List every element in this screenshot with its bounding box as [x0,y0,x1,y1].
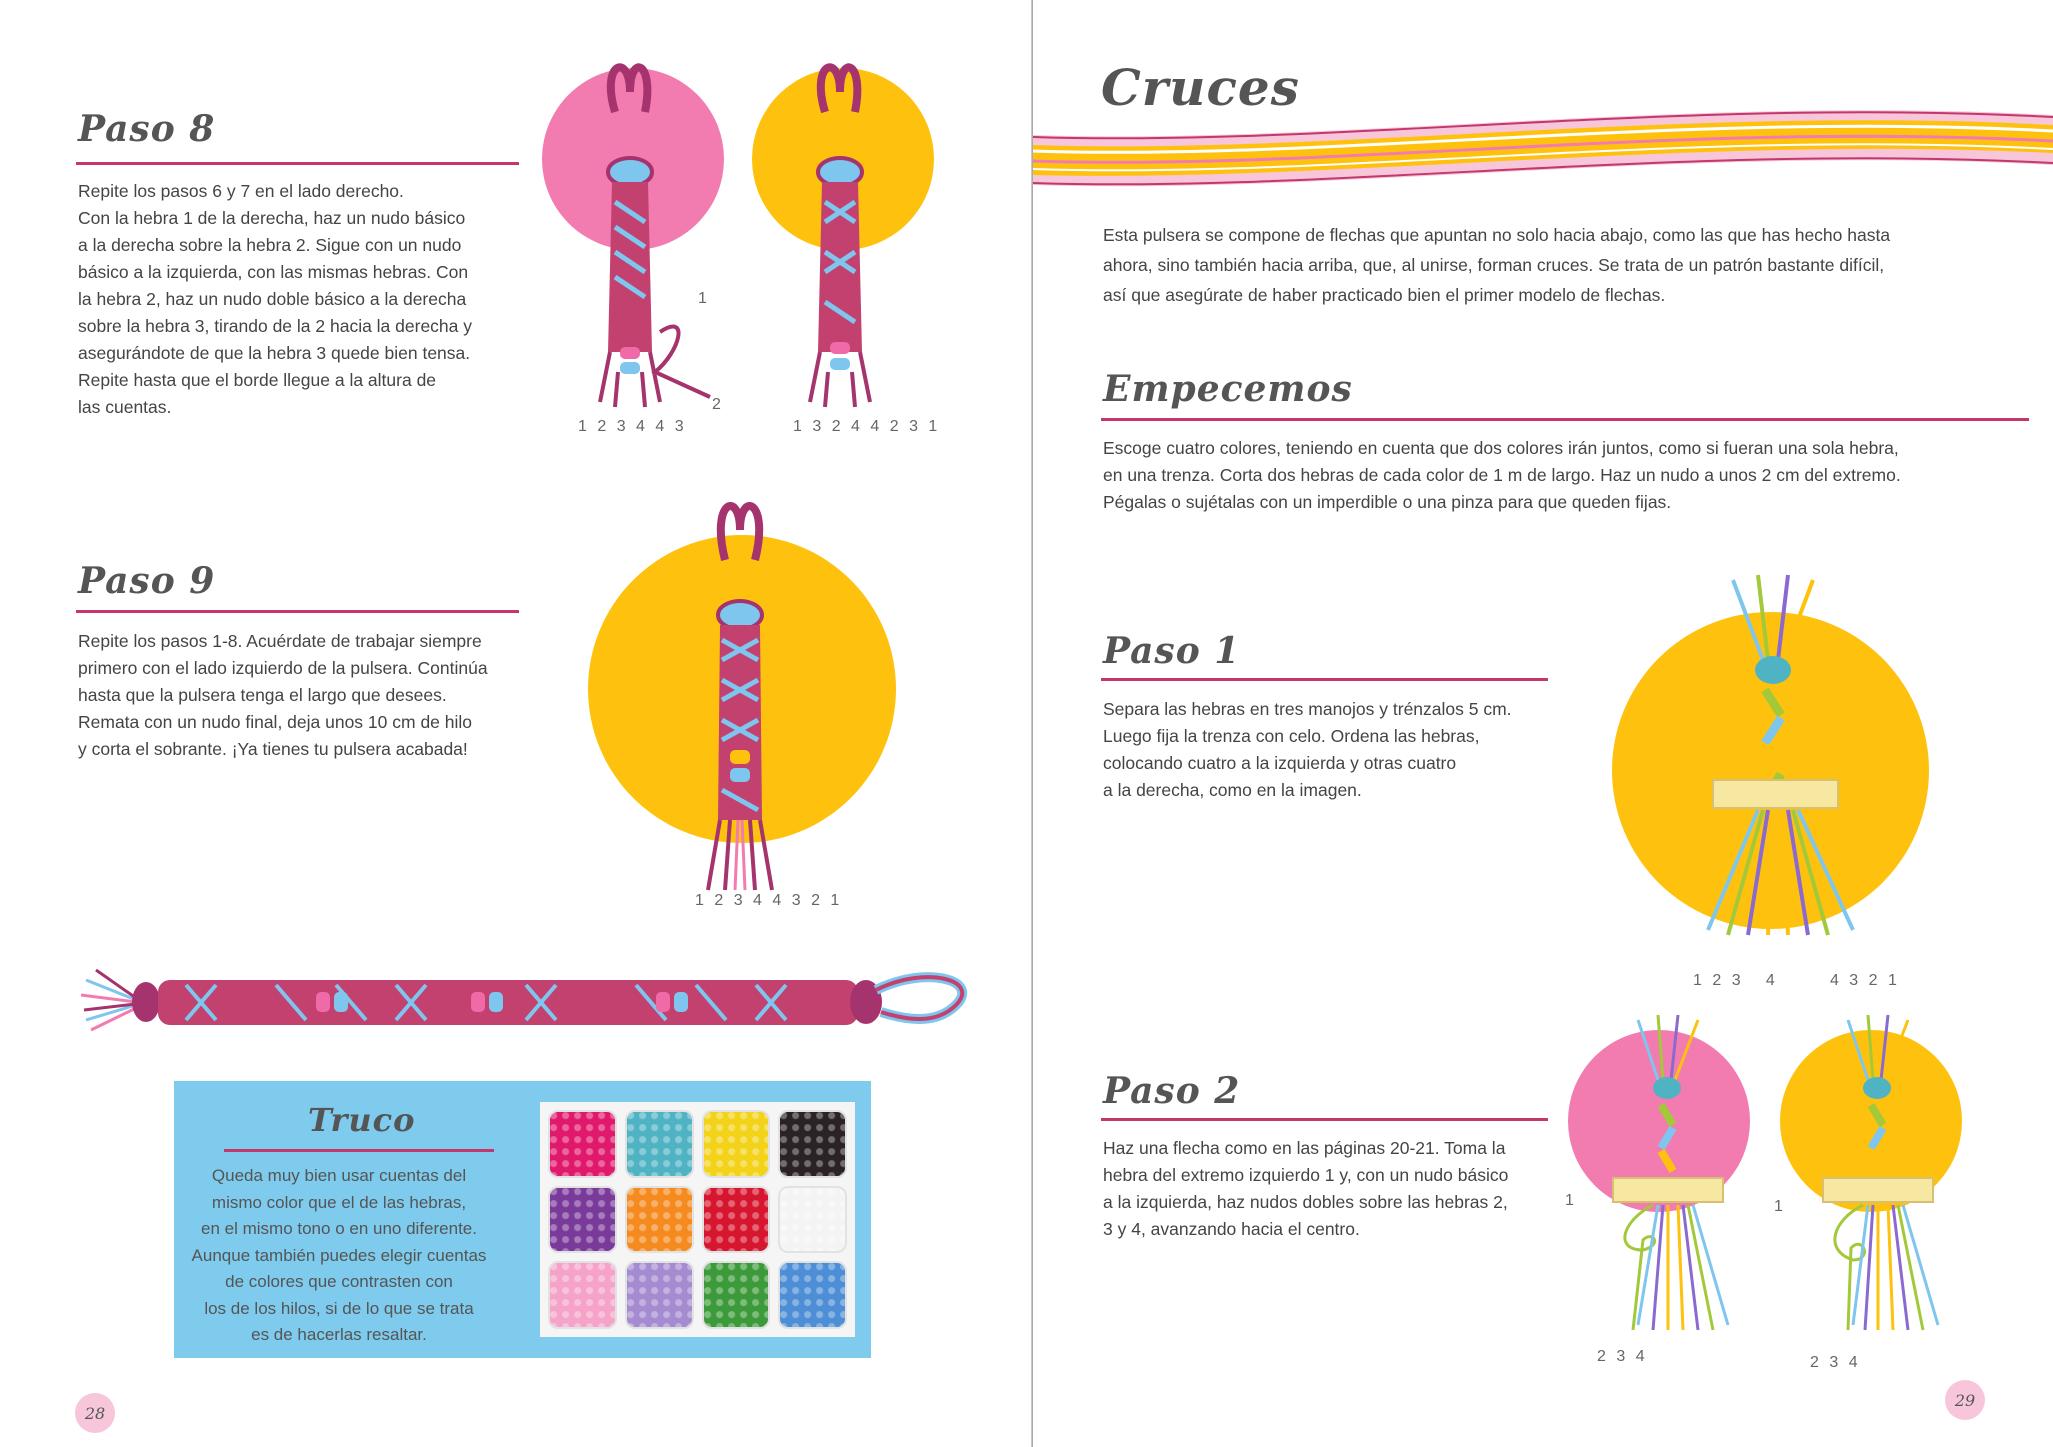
paso8-title: Paso 8 [78,108,216,150]
bead-cell [778,1261,847,1329]
paso2-fig1-strand-numbers: 2 3 4 [1597,1348,1648,1365]
bracelet-step9-illustration [680,490,800,900]
bead-cell [702,1186,771,1254]
paso1-text: Separa las hebras en tres manojos y trénzalos 5 cm. Luego fija la trenza con celo. Ordena las hebras, colocando cuatro a la izquierda y otras cuatro a la derecha, como en la imagen. [1103,699,1512,800]
fig1-strand-label-2: 2 [712,396,724,413]
bead-cell [625,1261,694,1329]
truco-box [174,1081,871,1358]
empecemos-title: Empecemos [1103,368,1353,410]
braid-step2-left-illustration [1583,1010,1753,1350]
paso9-title: Paso 9 [78,560,216,602]
paso9-strand-numbers: 1 2 3 4 4 3 2 1 [695,892,843,909]
bead-cell [548,1186,617,1254]
fig1-strand-numbers: 1 2 3 4 4 3 [578,418,687,435]
right-page [1033,0,2053,1447]
paso1-title: Paso 1 [1103,630,1241,672]
paso9-text: Repite los pasos 1-8. Acuérdate de trabajar siempre primero con el lado izquierdo de la pulsera. Continúa hasta que la pulsera tenga el largo que desees. Remata con un nudo final, deja unos 10 cm de hilo y corta el sobrante. ¡Ya tienes tu pulsera acabada! [78,631,488,759]
striped-ribbon-banner [1033,95,2053,205]
paso1-strand-numbers: 1 2 3 4 4 3 2 1 [1693,972,1900,989]
braid-step2-right-illustration [1793,1010,1963,1350]
paso2-text: Haz una flecha como en las páginas 20-21. Toma la hebra del extremo izquierdo 1 y, con un nudo básico a la izquierda, haz nudos dobles sobre las hebras 2, 3 y 4, avanzando hacia el centro. [1103,1138,1509,1239]
bead-tray-photo [540,1102,855,1337]
paso1-rule [1101,678,1548,681]
bead-cell [778,1186,847,1254]
paso2-fig1-label-1: 1 [1565,1192,1577,1209]
paso8-text: Repite los pasos 6 y 7 en el lado derecho. Con la hebra 1 de la derecha, haz un nudo básico a la derecha sobre la hebra 2. Sigue con un nudo básico a la izquierda, con las mismas hebras. Con la hebra 2, haz un nudo doble básico a la derecha sobre la hebra 3, tirando de la 2 hacia la derecha y asegurándote de que la hebra 3 quede bien tensa. Repite hasta que el borde llegue a la altura de las cuentas. [78,181,473,417]
paso2-fig2-label-1: 1 [1774,1198,1786,1215]
paso2-rule [1101,1118,1548,1121]
finished-bracelet-illustration [76,950,976,1050]
bracelet-step8-left-illustration [560,52,730,412]
bracelet-step8-right-illustration [770,52,930,412]
bead-cell [702,1110,771,1178]
truco-rule [224,1149,494,1152]
page-title: Cruces [1101,58,1300,117]
paso9-rule [76,610,519,613]
bead-cell [625,1110,694,1178]
bead-cell [702,1261,771,1329]
empecemos-rule [1101,418,2029,421]
empecemos-text: Escoge cuatro colores, teniendo en cuenta que dos colores irán juntos, como si fueran una sola hebra, en una trenza. Corta dos hebras de cada color de 1 m de largo. Haz un nudo a unos 2 cm del extremo. Pégalas o sujétalas con un imperdible o una pinza para que queden fijas. [1103,438,1901,512]
bead-cell [548,1110,617,1178]
braid-step1-illustration [1673,570,1903,960]
intro-text: Esta pulsera se compone de flechas que apuntan no solo hacia abajo, como las que has hecho hasta ahora, sino también hacia arriba, que, al unirse, forman cruces. Se trata de un patrón bastante difícil, así que asegúrate de haber practicado bien el primer modelo de flechas. [1103,225,1891,305]
page-number-right: 29 [1945,1380,1985,1420]
bead-cell [778,1110,847,1178]
fig2-strand-numbers: 1 3 2 4 4 2 3 1 [793,418,941,435]
truco-text: Queda muy bien usar cuentas del mismo color que el de las hebras, en el mismo tono o en uno diferente. Aunque también puedes elegir cuentas de colores que contrasten con los de los hilos, si de lo que se trata es de hacerlas resaltar. [191,1166,487,1344]
bead-cell [625,1186,694,1254]
page-number-left: 28 [75,1393,115,1433]
fig1-strand-label-1: 1 [698,290,710,307]
paso8-rule [76,162,519,165]
paso2-title: Paso 2 [1103,1070,1241,1112]
bead-cell [548,1261,617,1329]
truco-title: Truco [308,1101,416,1139]
paso2-fig2-strand-numbers: 2 3 4 [1810,1354,1861,1371]
